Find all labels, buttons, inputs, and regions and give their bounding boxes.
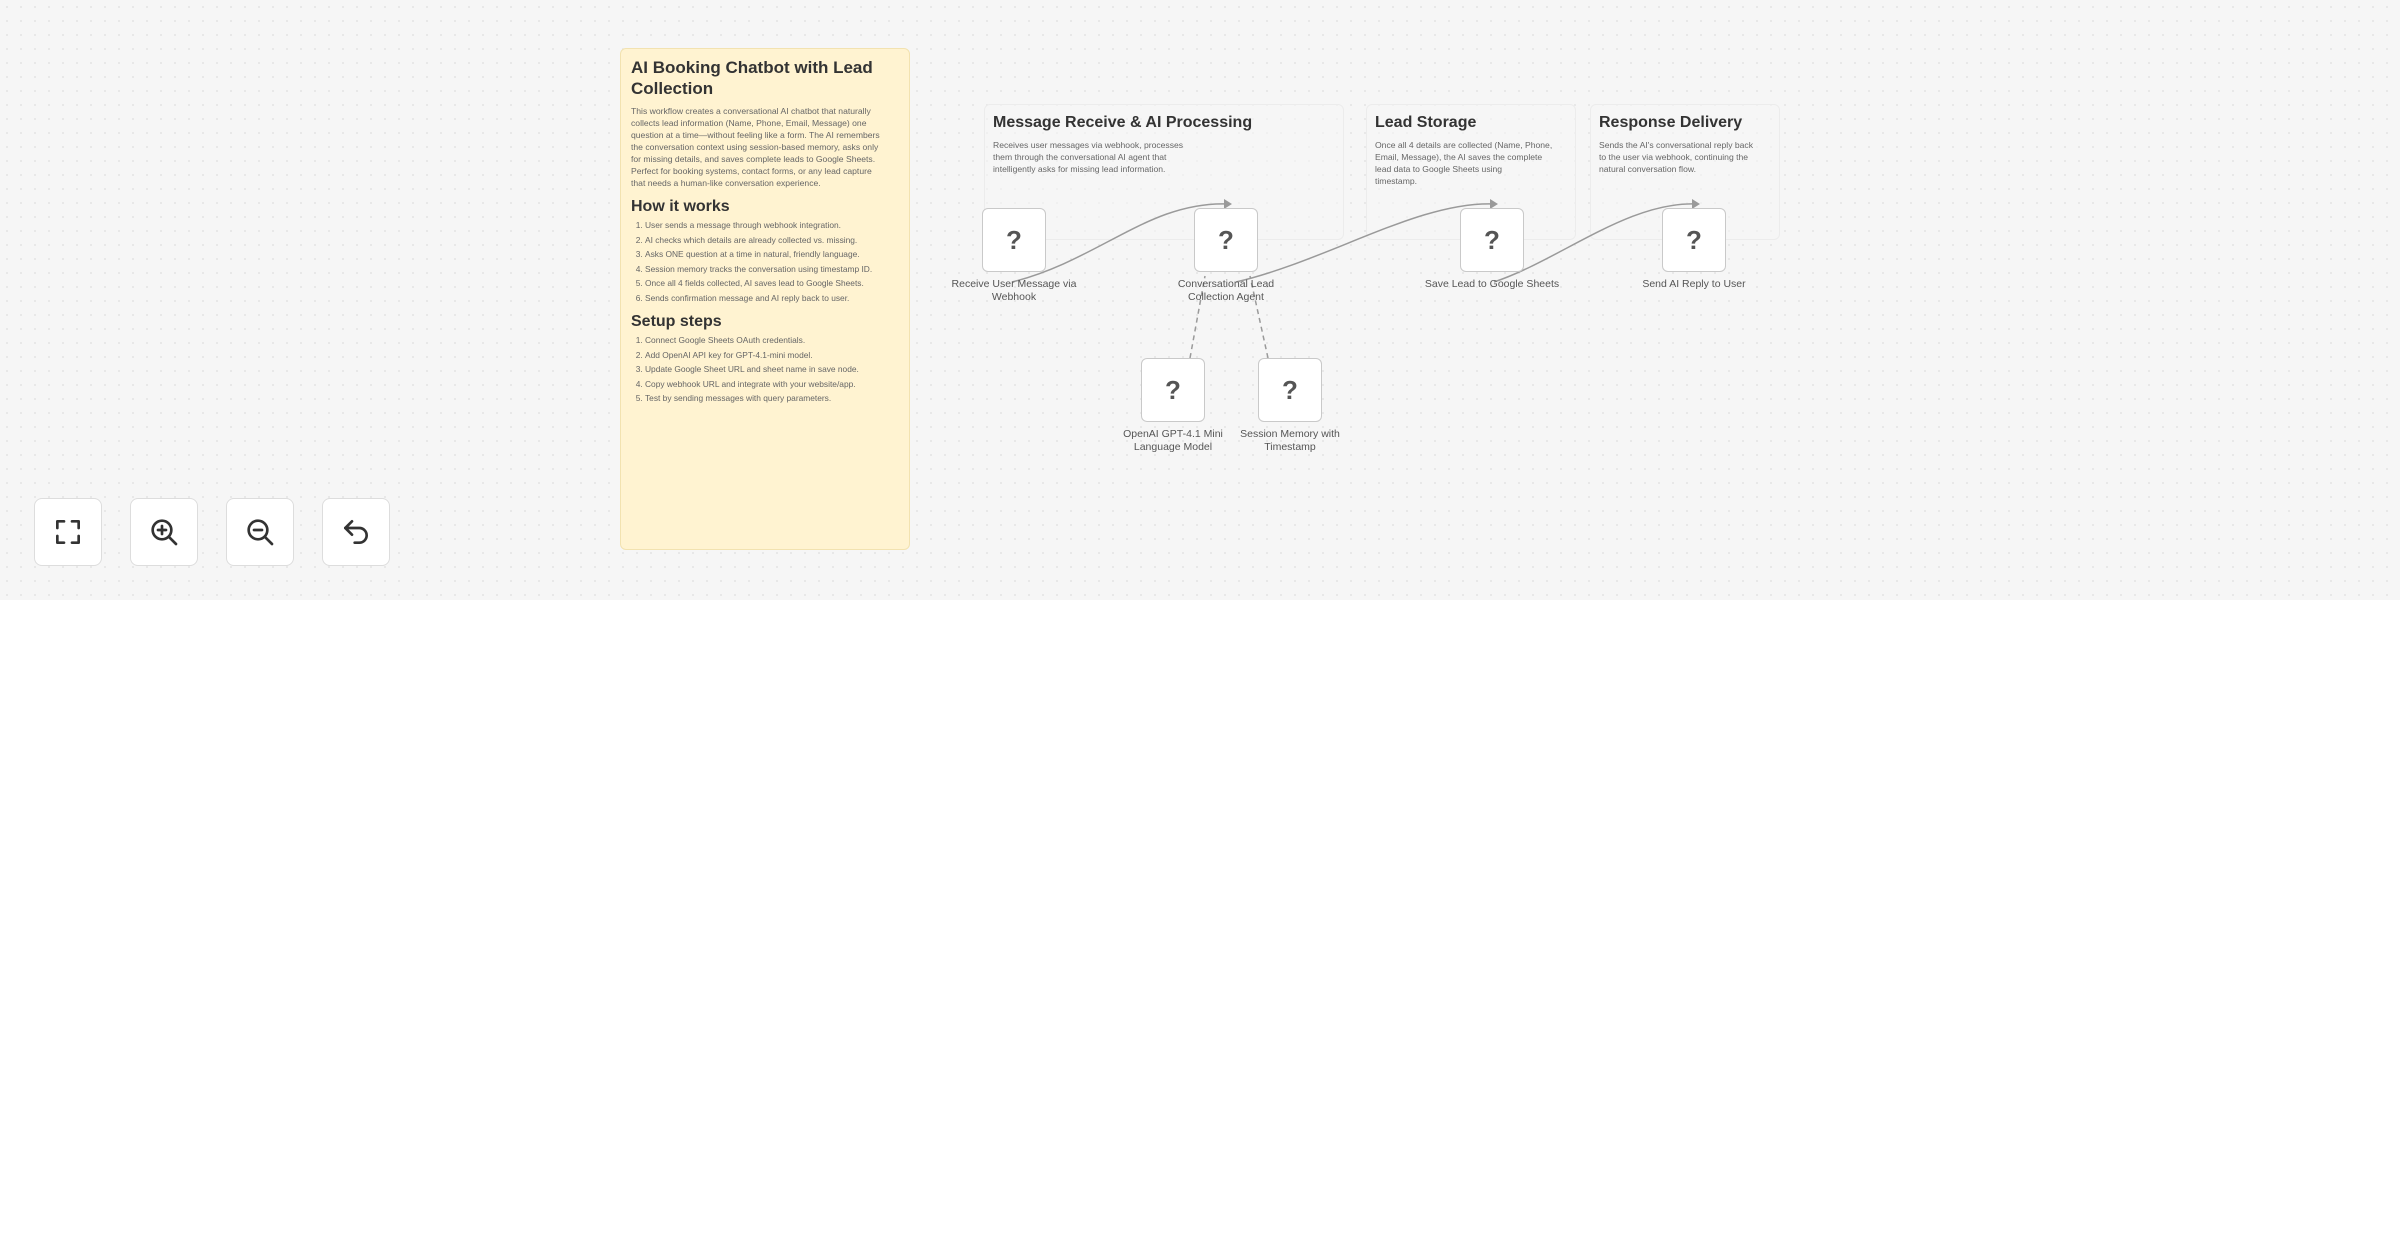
how-it-works-heading: How it works xyxy=(631,198,730,215)
note-description: This workflow creates a conversational AI chatbot that naturally collects lead information (Name, Phone, Email, Message) one question at a time—without feeling like a form. The AI remembers the conversation context using session-based memory, asks only for missing details, and saves complete leads to Google Sheets. Perfect for booking systems, contact forms, or any lead capture that needs a human-like conversation experience. xyxy=(631,106,880,188)
node-label: Session Memory with Timestamp xyxy=(1240,428,1340,453)
list-item: 3. Asks ONE question at a time in natural, friendly language. xyxy=(645,249,899,261)
reset-zoom-button[interactable] xyxy=(322,498,390,566)
zoom-out-button[interactable] xyxy=(226,498,294,566)
node-memory[interactable] xyxy=(1258,358,1322,422)
sticky-note-overview[interactable] xyxy=(620,48,910,550)
list-item: 5. Test by sending messages with query parameters. xyxy=(645,393,899,405)
note-title: Lead Storage xyxy=(1375,114,1477,131)
unknown-node-icon: ? xyxy=(1218,224,1234,255)
zoom-out-icon xyxy=(244,516,276,548)
node-label: Receive User Message via Webhook xyxy=(951,278,1077,303)
note-title: Response Delivery xyxy=(1599,114,1743,131)
node-agent[interactable] xyxy=(1194,208,1258,272)
node-sheets[interactable] xyxy=(1460,208,1524,272)
unknown-node-icon: ? xyxy=(1282,374,1298,405)
node-label: Save Lead to Google Sheets xyxy=(1424,278,1560,290)
note-description: Receives user messages via webhook, processes them through the conversational AI agent that intelligently asks for missing lead information. xyxy=(993,140,1184,174)
note-description: Once all 4 details are collected (Name, Phone, Email, Message), the AI saves the complete lead data to Google Sheets using timestamp. xyxy=(1375,140,1553,186)
workflow-canvas[interactable] xyxy=(0,0,2400,600)
setup-steps-heading: Setup steps xyxy=(631,313,722,330)
node-label: OpenAI GPT-4.1 Mini Language Model xyxy=(1123,428,1223,453)
how-it-works-list xyxy=(631,220,899,304)
list-item: 2. AI checks which details are already collected vs. missing. xyxy=(645,235,899,247)
unknown-node-icon: ? xyxy=(1165,374,1181,405)
unknown-node-icon: ? xyxy=(1686,224,1702,255)
zoom-in-button[interactable] xyxy=(130,498,198,566)
list-item: 4. Session memory tracks the conversation using timestamp ID. xyxy=(645,264,899,276)
node-reply[interactable] xyxy=(1662,208,1726,272)
node-webhook[interactable] xyxy=(982,208,1046,272)
node-model[interactable] xyxy=(1141,358,1205,422)
fullscreen-icon xyxy=(52,516,84,548)
list-item: 4. Copy webhook URL and integrate with your website/app. xyxy=(645,379,899,391)
node-label: Conversational Lead Collection Agent xyxy=(1177,278,1275,303)
list-item: 6. Sends confirmation message and AI reply back to user. xyxy=(645,293,899,305)
node-label: Send AI Reply to User xyxy=(1642,278,1746,290)
list-item: 2. Add OpenAI API key for GPT-4.1-mini model. xyxy=(645,350,899,362)
list-item: 3. Update Google Sheet URL and sheet name in save node. xyxy=(645,364,899,376)
list-item: 5. Once all 4 fields collected, AI saves lead to Google Sheets. xyxy=(645,278,899,290)
unknown-node-icon: ? xyxy=(1484,224,1500,255)
unknown-node-icon: ? xyxy=(1006,224,1022,255)
fit-view-button[interactable] xyxy=(34,498,102,566)
note-title: AI Booking Chatbot with Lead Collection xyxy=(631,58,873,98)
zoom-in-icon xyxy=(148,516,180,548)
note-title: Message Receive & AI Processing xyxy=(993,114,1253,131)
setup-steps-list xyxy=(631,335,899,405)
undo-icon xyxy=(340,516,372,548)
note-description: Sends the AI's conversational reply back to the user via webhook, continuing the natural conversation flow. xyxy=(1599,140,1754,174)
list-item: 1. User sends a message through webhook integration. xyxy=(645,220,899,232)
list-item: 1. Connect Google Sheets OAuth credentials. xyxy=(645,335,899,347)
